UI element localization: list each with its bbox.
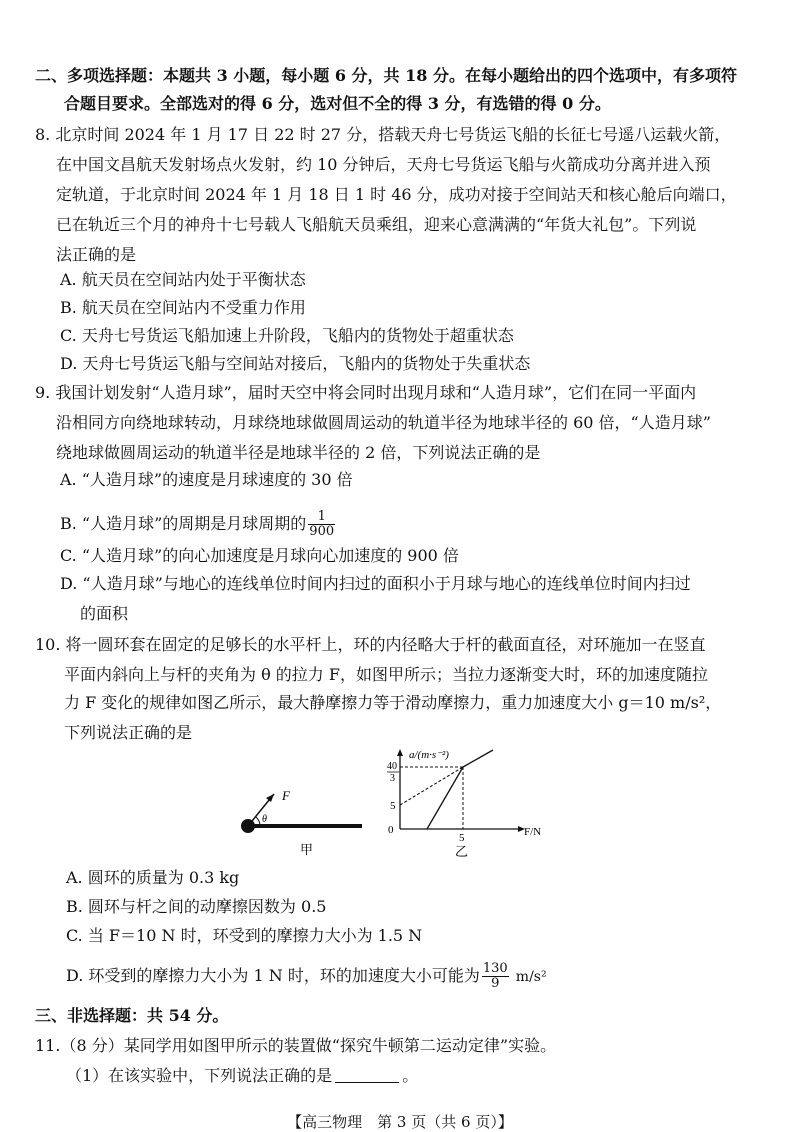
q9-option-b-text: B. “人造月球”的周期是月球周期的 [60,514,307,533]
q9-option-b [60,508,337,540]
origin-label: 0 [388,824,394,836]
q10-option-d-denominator: 9 [491,976,500,991]
q8-stem-line3: 定轨道，于北京时间 2024 年 1 月 18 日 1 时 46 分，成功对接于空间站天和核心舱后向端口， [56,185,737,204]
q9-stem-line1: 9. 我国计划发射“人造月球”，届时天空中将会同时出现月球和“人造月球”，它们在同一平面内 [35,383,697,402]
q10-option-c: C. 当 F＝10 N 时，环受到的摩擦力大小为 1.5 N [66,926,423,945]
q9-option-a: A. “人造月球”的速度是月球速度的 30 倍 [60,470,353,489]
figure-yi-graph [385,745,555,860]
y-tick-40-3-denominator: 3 [390,773,395,784]
q9-option-b-denominator: 900 [309,524,335,539]
figure-jia [230,770,370,860]
x-tick-5: 5 [459,832,465,844]
q9-option-d-line2: 的面积 [80,604,129,623]
section2-heading-line1: 二、多项选择题：本题共 3 小题，每小题 6 分，共 18 分。在每小题给出的四个选项中，有多项符 [35,66,737,85]
q10-option-a: A. 圆环的质量为 0.3 kg [66,868,240,887]
force-label: F [282,788,290,803]
q8-option-c: C. 天舟七号货运飞船加速上升阶段，飞船内的货物处于超重状态 [60,326,514,345]
q10-option-d-numerator: 130 [482,961,508,976]
q11-stem: 11.（8 分）某同学用如图甲所示的装置做“探究牛顿第二运动定律”实验。 [35,1036,557,1055]
q10-option-b: B. 圆环与杆之间的动摩擦因数为 0.5 [66,897,327,916]
q11-part1 [66,1066,418,1086]
y-tick-40-3-numerator: 40 [387,761,397,772]
q8-stem-line1: 8. 北京时间 2024 年 1 月 17 日 22 时 27 分，搭载天舟七号货运飞船的长征七号遥八运载火箭， [35,125,731,144]
section3-heading: 三、非选择题：共 54 分。 [35,1006,229,1025]
q8-stem-line5: 法正确的是 [56,245,137,264]
q10-option-d-unit: m/s² [515,969,547,985]
q10-stem-line4: 下列说法正确的是 [64,723,193,742]
section2-heading-line2: 合题目要求。全部选对的得 6 分，选对但不全的得 3 分，有选错的得 0 分。 [64,94,611,113]
y-axis-arrow [397,749,403,756]
q8-option-d: D. 天舟七号货运飞船与空间站对接后，飞船内的货物处于失重状态 [60,354,531,373]
q10-option-d-text: D. 环受到的摩擦力大小为 1 N 时，环的加速度大小可能为 [66,966,480,985]
q10-option-d [66,960,547,993]
page-footer: 【高三物理 第 3 页（共 6 页）】 [287,1113,513,1131]
q8-stem-line2: 在中国文昌航天发射场点火发射，约 10 分钟后，天舟七号货运飞船与火箭成功分离并进入预 [56,155,711,174]
q9-option-b-numerator: 1 [308,510,335,525]
q10-stem-line1: 10. 将一圆环套在固定的足够长的水平杆上，环的内径略大于杆的截面直径，对环施加一在竖直 [35,635,706,654]
q9-option-d-line1: D. “人造月球”与地心的连线单位时间内扫过的面积小于月球与地心的连线单位时间内扫过 [60,574,691,593]
q8-stem-line4: 已在轨近三个月的神舟十七号载人飞船航天员乘组，迎来心意满满的“年货大礼包”。下列说 [56,215,697,234]
q8-option-a: A. 航天员在空间站内处于平衡状态 [60,270,306,289]
answer-blank[interactable] [335,1068,399,1083]
q11-part1-text: （1）在该实验中，下列说法正确的是 [66,1066,333,1085]
q11-part1-end: 。 [402,1066,419,1085]
dashed-extension-line [400,767,463,805]
q9-stem-line3: 绕地球做圆周运动的轨道半径是地球半径的 2 倍，下列说法正确的是 [56,443,541,462]
q9-option-c: C. “人造月球”的向心加速度是月球向心加速度的 900 倍 [60,546,459,565]
steep-line [427,767,463,829]
y-axis-label: a/(m·s⁻²) [409,749,449,761]
figure-yi-caption: 乙 [455,845,469,860]
q9-option-b-fraction [308,510,335,539]
y-tick-5: 5 [390,800,396,812]
q8-option-b: B. 航天员在空间站内不受重力作用 [60,298,306,317]
q10-stem-line2: 平面内斜向上与杆的夹角为 θ 的拉力 F，如图甲所示；当拉力逐渐变大时，环的加速度随拉 [64,665,708,684]
q10-option-d-fraction [482,962,509,991]
figure-jia-caption: 甲 [300,843,314,858]
x-axis-label: F/N [524,826,542,838]
shallow-line [463,750,493,767]
angle-label: θ [262,814,267,825]
q9-stem-line2: 沿相同方向绕地球转动，月球绕地球做圆周运动的轨道半径为地球半径的 60 倍，“人造月球” [56,413,711,432]
q10-stem-line3: 力 F 变化的规律如图乙所示，最大静摩擦力等于滑动摩擦力，重力加速度大小 g＝10 m/s²， [64,693,722,712]
force-arrow-head [266,794,274,802]
